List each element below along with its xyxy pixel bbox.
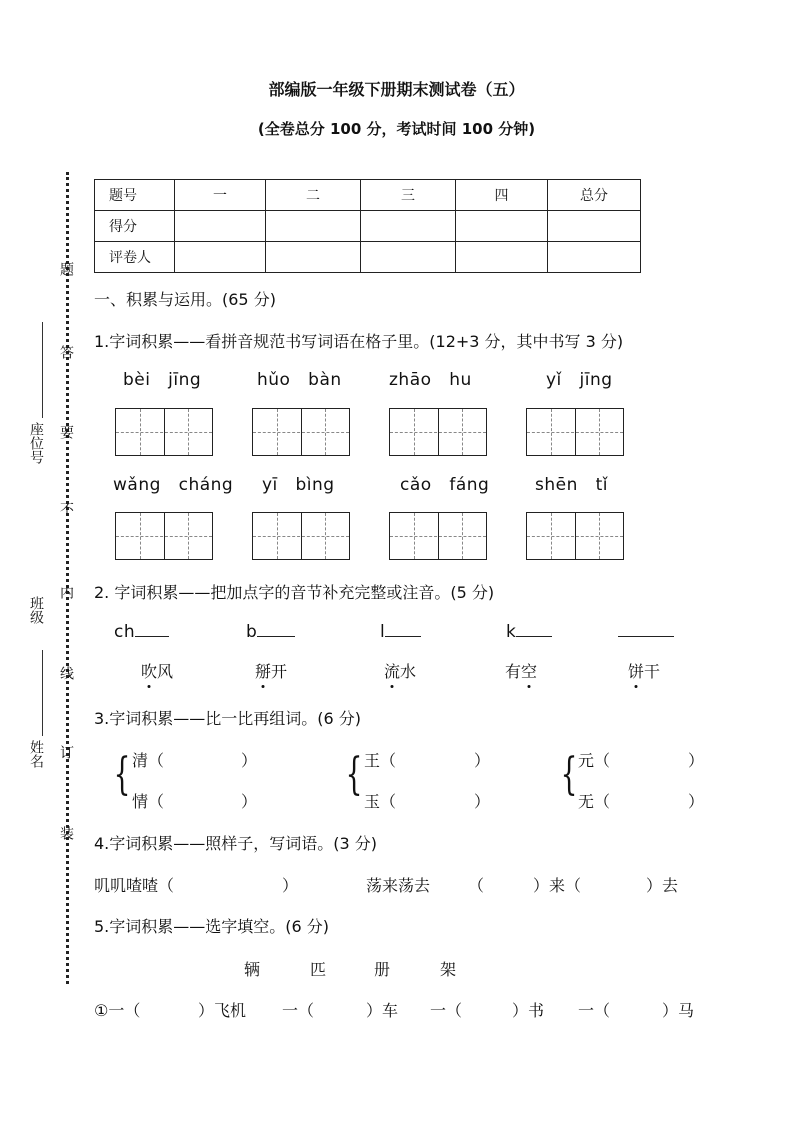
pinyin-blank[interactable]: [618, 622, 674, 642]
brace-icon: {: [113, 749, 131, 800]
compare-item: 玉（: [364, 792, 397, 811]
writing-grid[interactable]: [115, 512, 213, 560]
pinyin: yī bìng: [262, 475, 335, 495]
binding-char: 答: [58, 345, 74, 359]
paren-close: ）: [282, 876, 299, 895]
pinyin-blank[interactable]: [380, 622, 421, 642]
choice-char: 册: [374, 960, 391, 979]
score-cell[interactable]: [548, 211, 641, 242]
brace-icon: {: [345, 749, 363, 800]
table-row-label: 评卷人: [95, 242, 175, 273]
table-header-cell: 一: [175, 180, 266, 211]
page-subtitle: (全卷总分 100 分，考试时间 100 分钟): [257, 120, 536, 138]
table-header-cell: 二: [266, 180, 361, 211]
table-header-cell: 总分: [548, 180, 641, 211]
fill-text: 一（: [282, 1001, 315, 1020]
score-cell[interactable]: [548, 242, 641, 273]
page-title: 部编版一年级下册期末测试卷（五）: [268, 80, 525, 99]
answer-blank[interactable]: [618, 636, 674, 637]
writing-grid[interactable]: [389, 512, 487, 560]
answer-blank[interactable]: [257, 636, 295, 637]
question-4-label: 4.字词积累——照样子，写词语。(3 分): [94, 834, 378, 853]
fill-text: 一（: [430, 1001, 463, 1020]
example-word: 荡来荡去: [366, 876, 431, 895]
pinyin-prefix: l: [380, 622, 386, 642]
paren-open: （: [468, 876, 485, 895]
name-label: 姓名: [28, 740, 44, 768]
score-cell[interactable]: [266, 211, 361, 242]
name-field[interactable]: [42, 650, 43, 736]
paren-close: ）: [474, 792, 491, 811]
pinyin: bèi jīng: [123, 370, 202, 390]
table-row-label: 得分: [95, 211, 175, 242]
fill-text: ①一（: [94, 1001, 141, 1020]
dotted-word: 吹风: [141, 659, 173, 682]
score-cell[interactable]: [456, 211, 548, 242]
writing-grid[interactable]: [389, 408, 487, 456]
pattern-text: ）去: [646, 876, 679, 895]
dotted-char: 流: [384, 659, 400, 682]
paren-close: ）: [688, 751, 705, 770]
compare-item: 清（: [132, 751, 165, 770]
question-1-label: 1.字词积累——看拼音规范书写词语在格子里。(12+3 分，其中书写 3 分): [94, 332, 624, 351]
binding-char: 订: [58, 745, 74, 759]
binding-char: 线: [58, 666, 74, 680]
score-table: [94, 179, 641, 273]
table-row: [95, 242, 641, 273]
binding-char: 内: [58, 585, 74, 599]
compare-item: 王（: [364, 751, 397, 770]
dotted-char: 吹: [141, 659, 157, 682]
score-cell[interactable]: [361, 242, 456, 273]
answer-blank[interactable]: [516, 636, 552, 637]
paren-close: ）: [241, 751, 258, 770]
fill-text: ）飞机: [198, 1001, 247, 1020]
score-cell[interactable]: [456, 242, 548, 273]
compare-item: 元（: [578, 751, 611, 770]
answer-blank[interactable]: [135, 636, 169, 637]
table-row: [95, 211, 641, 242]
choice-char: 匹: [310, 960, 327, 979]
paren-close: ）: [688, 792, 705, 811]
class-label: 班级: [28, 596, 44, 624]
fill-text: ）马: [662, 1001, 695, 1020]
paren-close: ）: [474, 751, 491, 770]
table-header-cell: 四: [456, 180, 548, 211]
score-cell[interactable]: [175, 211, 266, 242]
pinyin: shēn tǐ: [535, 475, 608, 495]
binding-char: 不: [58, 502, 74, 516]
pattern-text: ）来（: [533, 876, 582, 895]
score-cell[interactable]: [175, 242, 266, 273]
table-row: [95, 180, 641, 211]
fill-text: ）车: [366, 1001, 399, 1020]
pinyin-blank[interactable]: [114, 622, 169, 642]
compare-item: 情（: [132, 792, 165, 811]
pinyin: yǐ jīng: [546, 370, 613, 390]
answer-blank[interactable]: [385, 636, 421, 637]
writing-grid[interactable]: [252, 512, 350, 560]
question-5-label: 5.字词积累——选字填空。(6 分): [94, 917, 330, 936]
seat-number-field[interactable]: [42, 322, 43, 418]
fill-text: ）书: [512, 1001, 545, 1020]
pinyin-prefix: ch: [114, 622, 136, 642]
pinyin: hǔo bàn: [257, 370, 342, 390]
choice-char: 辆: [244, 960, 261, 979]
pinyin-blank[interactable]: [246, 622, 295, 642]
dotted-char: 掰: [255, 659, 271, 682]
pinyin: zhāo hu: [389, 370, 472, 390]
binding-char: 题: [58, 262, 74, 276]
table-header-cell: 题号: [95, 180, 175, 211]
compare-item: 无（: [578, 792, 611, 811]
score-cell[interactable]: [361, 211, 456, 242]
example-word: 叽叽喳喳（: [94, 876, 175, 895]
paren-close: ）: [241, 792, 258, 811]
dotted-word: 掰开: [255, 659, 287, 682]
seat-number-label: 座位号: [28, 422, 44, 464]
fill-text: 一（: [578, 1001, 611, 1020]
pinyin: wǎng cháng: [113, 475, 234, 495]
pinyin: cǎo fáng: [400, 475, 490, 495]
pinyin-blank[interactable]: [506, 622, 552, 642]
pinyin-prefix: b: [246, 622, 258, 642]
writing-grid[interactable]: [526, 408, 624, 456]
binding-dotted-line: [66, 172, 69, 984]
table-header-cell: 三: [361, 180, 456, 211]
writing-grid[interactable]: [115, 408, 213, 456]
writing-grid[interactable]: [526, 512, 624, 560]
dotted-word: 饼干: [628, 659, 660, 682]
writing-grid[interactable]: [252, 408, 350, 456]
pinyin-prefix: k: [506, 622, 517, 642]
score-cell[interactable]: [266, 242, 361, 273]
dotted-char: 空: [521, 659, 537, 682]
dotted-word: 流水: [384, 659, 416, 682]
choice-char: 架: [440, 960, 457, 979]
question-2-label: 2. 字词积累——把加点字的音节补充完整或注音。(5 分): [94, 583, 495, 602]
brace-icon: {: [560, 749, 578, 800]
section-heading: 一、积累与运用。(65 分): [94, 290, 276, 309]
question-3-label: 3.字词积累——比一比再组词。(6 分): [94, 709, 362, 728]
dotted-char: 饼: [628, 659, 644, 682]
binding-char: 要: [58, 425, 74, 439]
binding-char: 装: [58, 826, 74, 840]
dotted-word: 有空: [505, 659, 537, 682]
